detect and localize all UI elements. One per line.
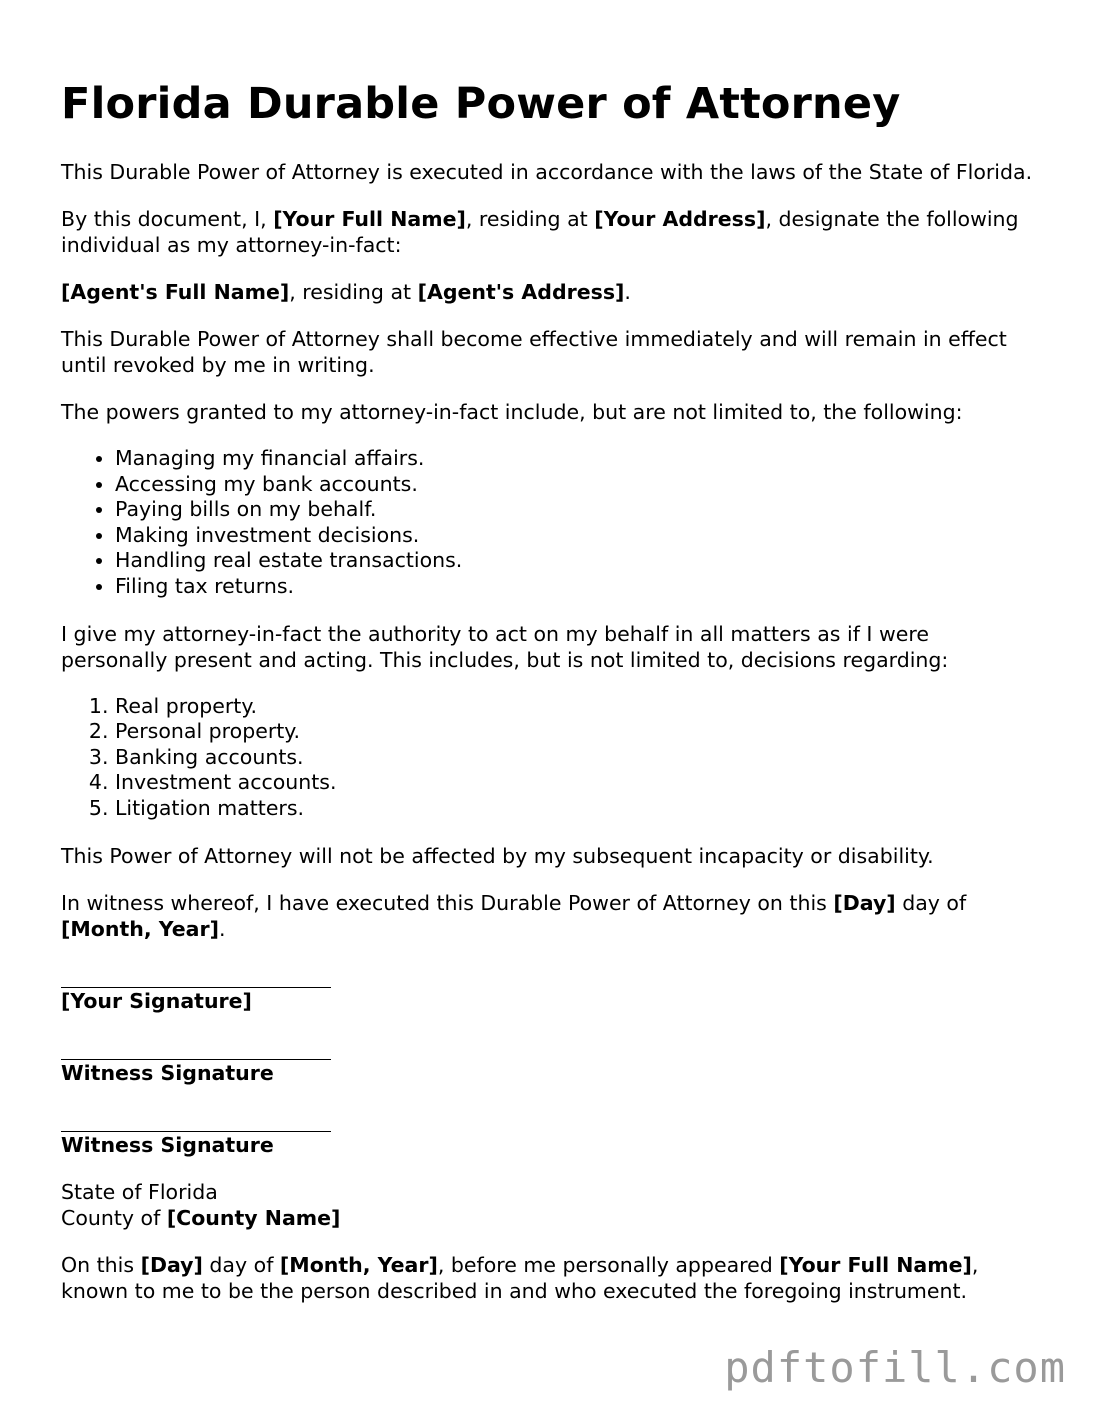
powers-list: [61, 446, 1041, 600]
document-title: Florida Durable Power of Attorney: [61, 79, 901, 129]
witness-clause: [61, 890, 1041, 942]
county-name-field: [County Name]: [166, 1205, 341, 1230]
witness1-signature-label: Witness Signature: [61, 1060, 274, 1085]
witness-middle: day of: [895, 890, 967, 915]
list-item: 2. Personal property.: [115, 719, 1041, 745]
witness2-signature-line[interactable]: [61, 1107, 331, 1132]
designation-suffix: , designate the following individual as my attorney-in-fact:: [61, 207, 1019, 257]
witness1-signature-line[interactable]: [61, 1035, 331, 1060]
witness2-signature-label: Witness Signature: [61, 1132, 274, 1157]
witness2-signature-block: [61, 1107, 1041, 1158]
notary-state: State of Florida: [61, 1179, 218, 1204]
document-page: [61, 78, 1041, 1325]
witness-prefix: In witness whereof, I have executed this Durable Power of Attorney on this: [61, 890, 834, 915]
list-item: • Accessing my bank accounts.: [115, 472, 1041, 498]
list-item: 3. Banking accounts.: [115, 745, 1041, 771]
notary-name-field: [Your Full Name]: [779, 1252, 972, 1277]
list-item: • Making investment decisions.: [115, 523, 1041, 549]
notary-text-1: On this: [61, 1252, 141, 1277]
month-year-field: [Month, Year]: [61, 916, 219, 941]
day-field: [Day]: [833, 890, 896, 915]
notary-text-3: , before me personally appeared: [437, 1252, 780, 1277]
notary-paragraph: [61, 1252, 1041, 1304]
principal-signature-block: [61, 963, 1041, 1014]
notary-text-2: day of: [202, 1252, 280, 1277]
list-item: • Filing tax returns.: [115, 574, 1041, 600]
principal-signature-line[interactable]: [61, 963, 331, 988]
notary-county-prefix: County of: [61, 1205, 167, 1230]
intro-paragraph: This Durable Power of Attorney is executed in accordance with the laws of the State of Florida.: [61, 160, 1033, 184]
principal-address-field: [Your Address]: [594, 207, 766, 231]
matters-list: [61, 694, 1041, 822]
agent-name-field: [Agent's Full Name]: [61, 280, 290, 304]
list-item: • Handling real estate transactions.: [115, 548, 1041, 574]
list-item: • Paying bills on my behalf.: [115, 497, 1041, 523]
list-item: 4. Investment accounts.: [115, 770, 1041, 796]
durability-paragraph: This Power of Attorney will not be affected by my subsequent incapacity or disability.: [61, 843, 934, 868]
agent-suffix: .: [624, 280, 631, 304]
effective-paragraph: This Durable Power of Attorney shall become effective immediately and will remain in effect until revoked by me in writing.: [61, 327, 1007, 377]
agent-middle: , residing at: [289, 280, 418, 304]
designation-middle: , residing at: [465, 207, 595, 231]
notary-day-field: [Day]: [140, 1252, 203, 1277]
list-item: 5. Litigation matters.: [115, 796, 1041, 822]
list-item: 1. Real property.: [115, 694, 1041, 720]
notary-text-4: , known to me to be the person described in and who executed the foregoing instrument.: [61, 1252, 979, 1303]
agent-paragraph: [61, 279, 1041, 305]
designation-prefix: By this document, I,: [61, 207, 274, 231]
notary-venue: [61, 1179, 1041, 1231]
designation-paragraph: [61, 206, 1041, 258]
watermark: pdftofill.com: [724, 1343, 1066, 1392]
notary-month-year-field: [Month, Year]: [279, 1252, 438, 1277]
principal-name-field: [Your Full Name]: [273, 207, 466, 231]
agent-address-field: [Agent's Address]: [417, 280, 625, 304]
list-item: • Managing my financial affairs.: [115, 446, 1041, 472]
authority-paragraph: I give my attorney-in-fact the authority to act on my behalf in all matters as if I were personally present and acting. This includes, but is not limited to, decisions regarding:: [61, 621, 949, 672]
witness-suffix: .: [218, 916, 226, 941]
principal-signature-label: [Your Signature]: [61, 988, 252, 1013]
witness1-signature-block: [61, 1035, 1041, 1086]
powers-intro: The powers granted to my attorney-in-fact include, but are not limited to, the following:: [61, 400, 963, 424]
